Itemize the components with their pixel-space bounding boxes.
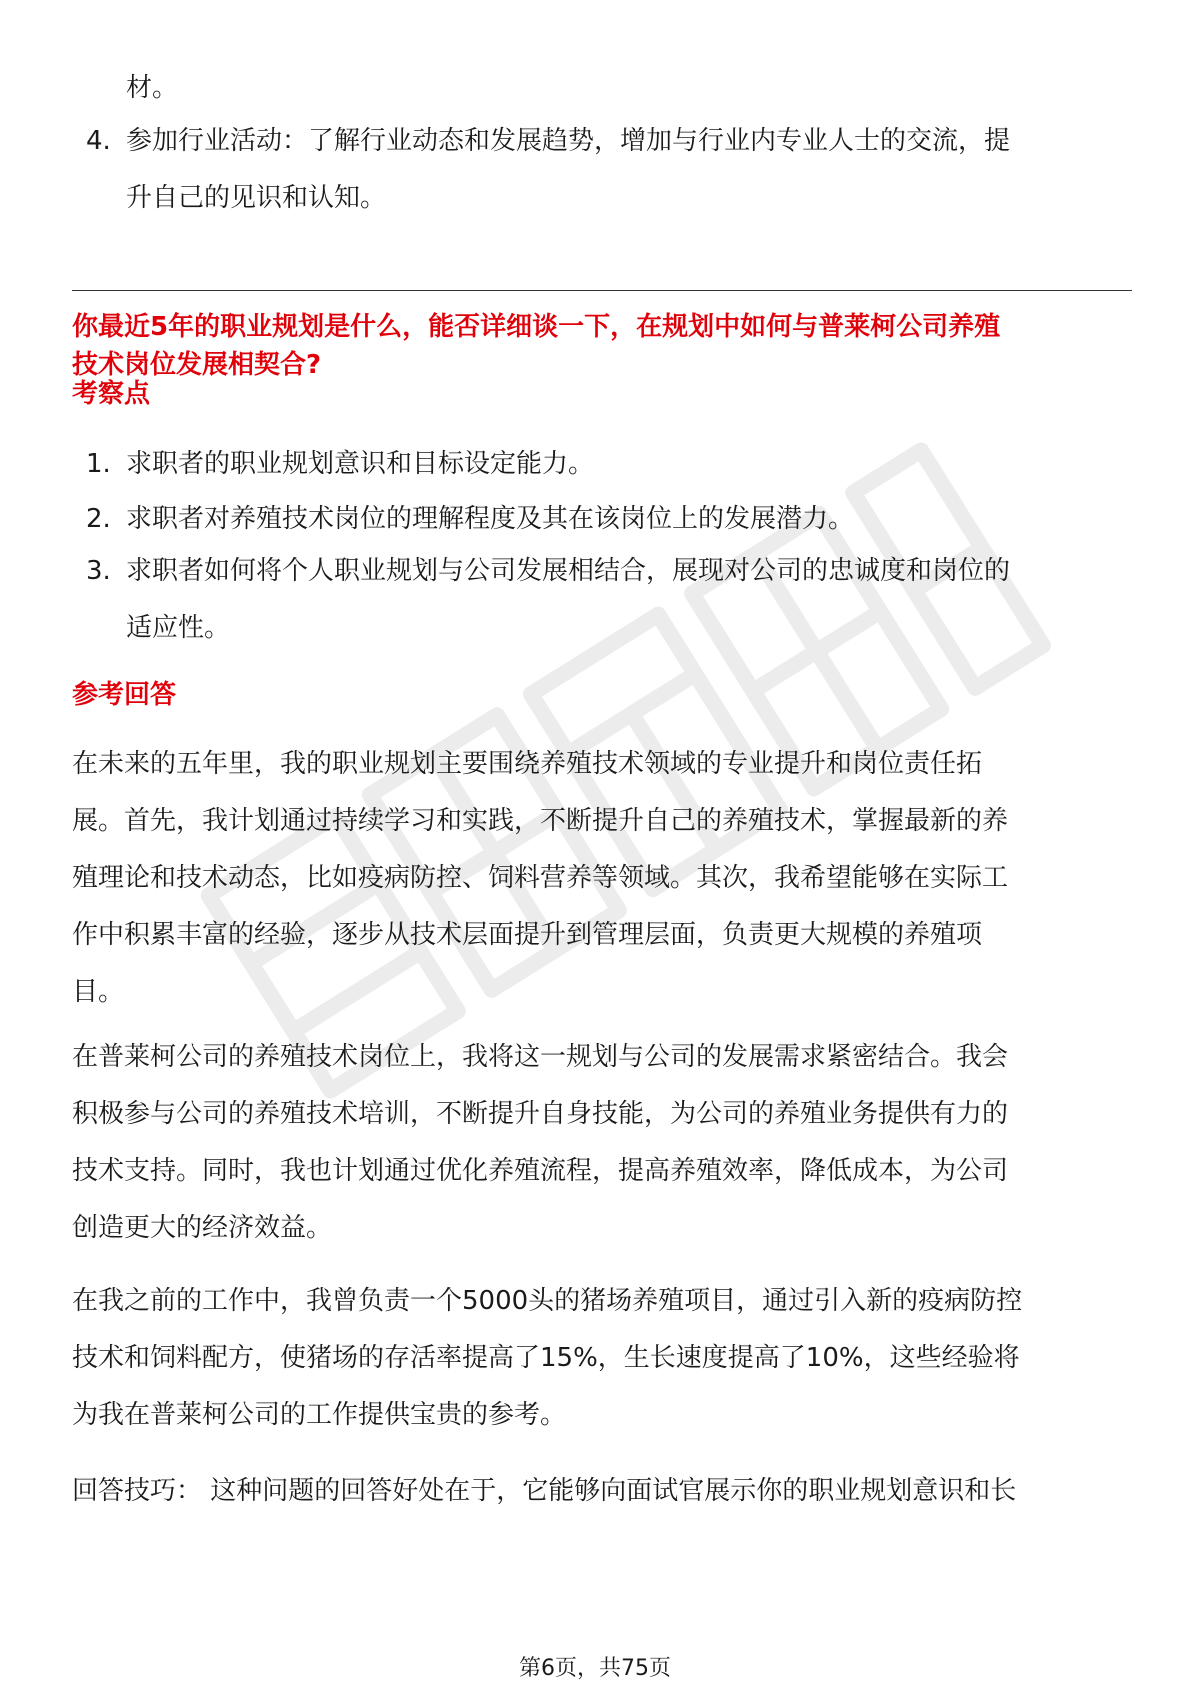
list-item-number: 3. (86, 556, 111, 586)
list-item-text: 求职者的职业规划意识和目标设定能力。 (126, 449, 595, 479)
section-divider (72, 290, 1132, 291)
list-item-number: 1. (86, 449, 111, 479)
page-footer: 第6页，共75页 (519, 1656, 671, 1681)
answer-paragraph: 在未来的五年里，我的职业规划主要围绕养殖技术领域的专业提升和岗位责任拓 展。首先，我计划通过持续学习和实践，不断提升自己的养殖技术，掌握最新的养 殖理论和技术动态，比如疫病防控、饲料营养等领域。其次，我希望能够在实际工 作中积累丰富的经验，逐步从技术层面提升到管理层面，负责更大规模的养殖项 目。 (72, 749, 1009, 1007)
list-item-number: 2. (86, 504, 111, 534)
list-item-text: 参加行业活动：了解行业动态和发展趋势，增加与行业内专业人士的交流，提 升自己的见识和认知。 (126, 126, 1011, 213)
list-item-text: 求职者如何将个人职业规划与公司发展相结合，展现对公司的忠诚度和岗位的 适应性。 (126, 556, 1011, 643)
answer-heading: 参考回答 (72, 680, 177, 710)
answer-paragraph: 在我之前的工作中，我曾负责一个5000头的猪场养殖项目，通过引入新的疫病防控 技术和饲料配方，使猪场的存活率提高了15%，生长速度提高了10%，这些经验将 为我在普莱柯公司的工作提供宝贵的参考。 (72, 1286, 1023, 1430)
list-item-number: 4. (86, 126, 111, 156)
list-item-text: 材。 (126, 73, 179, 103)
question-title: 你最近5年的职业规划是什么，能否详细谈一下，在规划中如何与普莱柯公司养殖 技术岗位发展相契合? (72, 312, 1001, 380)
answer-tips: 回答技巧： 这种问题的回答好处在于，它能够向面试官展示你的职业规划意识和长 (72, 1476, 1017, 1506)
list-item-text: 求职者对养殖技术岗位的理解程度及其在该岗位上的发展潜力。 (126, 504, 855, 534)
answer-paragraph: 在普莱柯公司的养殖技术岗位上，我将这一规划与公司的发展需求紧密结合。我会 积极参与公司的养殖技术培训，不断提升自身技能，为公司的养殖业务提供有力的 技术支持。同时，我也计划通过优化养殖流程，提高养殖效率，降低成本，为公司 创造更大的经济效益。 (72, 1042, 1009, 1243)
points-heading: 考察点 (72, 379, 151, 409)
